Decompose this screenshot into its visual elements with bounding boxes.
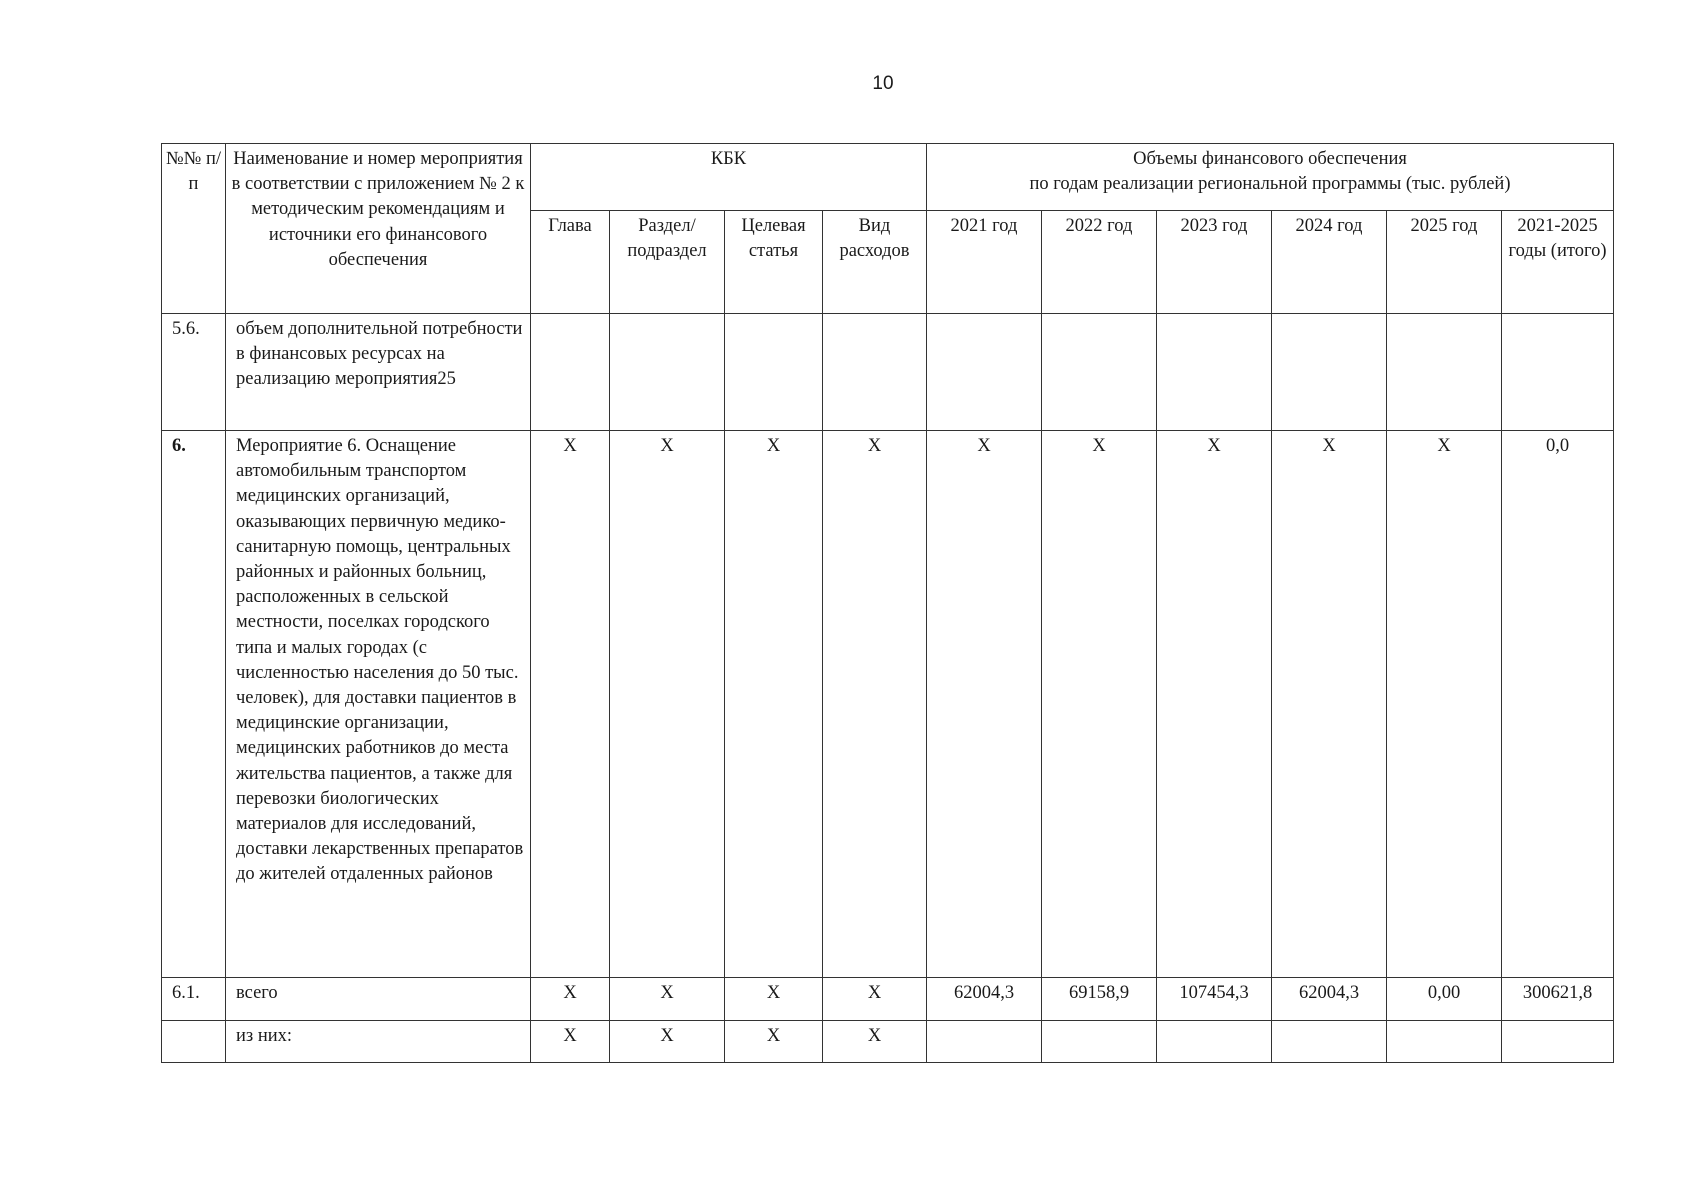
row-name: Мероприятие 6. Оснащение автомобильным транспортом медицинских организаций, оказывающих первичную медико-санитарную помощь, центральных районных и районных больниц, расположенных в сельской местности, поселках городского типа и малых городах (с численностью населения до 50 тыс. человек), для доставки пациентов в медицинские организации, медицинских работников до места жительства пациентов, а также для перевозки биологических материалов для исследований, доставки лекарственных препаратов до жителей отдаленных районов [226, 431, 531, 978]
header-2022: 2022 год [1042, 211, 1157, 314]
header-glava: Глава [531, 211, 610, 314]
cell-glava [531, 314, 610, 431]
header-volumes [927, 144, 1614, 211]
cell-2024 [1272, 1021, 1387, 1063]
cell-2022: 69158,9 [1042, 978, 1157, 1021]
cell-total: 0,0 [1502, 431, 1614, 978]
header-volumes-line2: по годам реализации региональной программы (тыс. рублей) [1029, 174, 1511, 195]
cell-2025 [1387, 314, 1502, 431]
cell-2025: X [1387, 431, 1502, 978]
header-2025: 2025 год [1387, 211, 1502, 314]
cell-vid: X [823, 978, 927, 1021]
row-num: 5.6. [162, 314, 226, 431]
cell-vid: X [823, 431, 927, 978]
header-2023: 2023 год [1157, 211, 1272, 314]
row-num: 6. [162, 431, 226, 978]
cell-razdel: X [610, 1021, 725, 1063]
table-row [162, 978, 1614, 1021]
header-name: Наименование и номер мероприятия в соответствии с приложением № 2 к методическим рекомендациям и источники его финансового обеспечения [226, 144, 531, 314]
cell-2023: 107454,3 [1157, 978, 1272, 1021]
cell-celevaya: X [725, 431, 823, 978]
cell-2025: 0,00 [1387, 978, 1502, 1021]
table-row [162, 1021, 1614, 1063]
cell-total [1502, 1021, 1614, 1063]
cell-glava: X [531, 1021, 610, 1063]
cell-2023: X [1157, 431, 1272, 978]
header-total: 2021-2025 годы (итого) [1502, 211, 1614, 314]
header-kbk: КБК [531, 144, 927, 211]
cell-2022 [1042, 314, 1157, 431]
header-2024: 2024 год [1272, 211, 1387, 314]
cell-2025 [1387, 1021, 1502, 1063]
header-razdel: Раздел/ подраздел [610, 211, 725, 314]
cell-celevaya [725, 314, 823, 431]
row-name: объем дополнительной потребности в финансовых ресурсах на реализацию мероприятия25 [226, 314, 531, 431]
header-volumes-line1: Объемы финансового обеспечения [1133, 149, 1407, 169]
header-row-1 [162, 144, 1614, 211]
header-num: №№ п/п [162, 144, 226, 314]
cell-2023 [1157, 1021, 1272, 1063]
cell-2024: X [1272, 431, 1387, 978]
cell-2022: X [1042, 431, 1157, 978]
cell-2024 [1272, 314, 1387, 431]
cell-2022 [1042, 1021, 1157, 1063]
table-row [162, 314, 1614, 431]
cell-glava: X [531, 978, 610, 1021]
cell-2024: 62004,3 [1272, 978, 1387, 1021]
cell-razdel: X [610, 978, 725, 1021]
row-num [162, 1021, 226, 1063]
cell-2023 [1157, 314, 1272, 431]
row-name: всего [226, 978, 531, 1021]
row-name: из них: [226, 1021, 531, 1063]
cell-razdel: X [610, 431, 725, 978]
header-celevaya: Целевая статья [725, 211, 823, 314]
financing-table [161, 143, 1614, 1063]
cell-2021 [927, 1021, 1042, 1063]
cell-2021 [927, 314, 1042, 431]
cell-2021: 62004,3 [927, 978, 1042, 1021]
header-2021: 2021 год [927, 211, 1042, 314]
table-row [162, 431, 1614, 978]
header-vid: Вид расходов [823, 211, 927, 314]
cell-vid [823, 314, 927, 431]
cell-vid: X [823, 1021, 927, 1063]
cell-celevaya: X [725, 1021, 823, 1063]
row-num: 6.1. [162, 978, 226, 1021]
cell-total: 300621,8 [1502, 978, 1614, 1021]
cell-total [1502, 314, 1614, 431]
cell-glava: X [531, 431, 610, 978]
cell-celevaya: X [725, 978, 823, 1021]
page-number: 10 [872, 73, 894, 94]
cell-razdel [610, 314, 725, 431]
cell-2021: X [927, 431, 1042, 978]
